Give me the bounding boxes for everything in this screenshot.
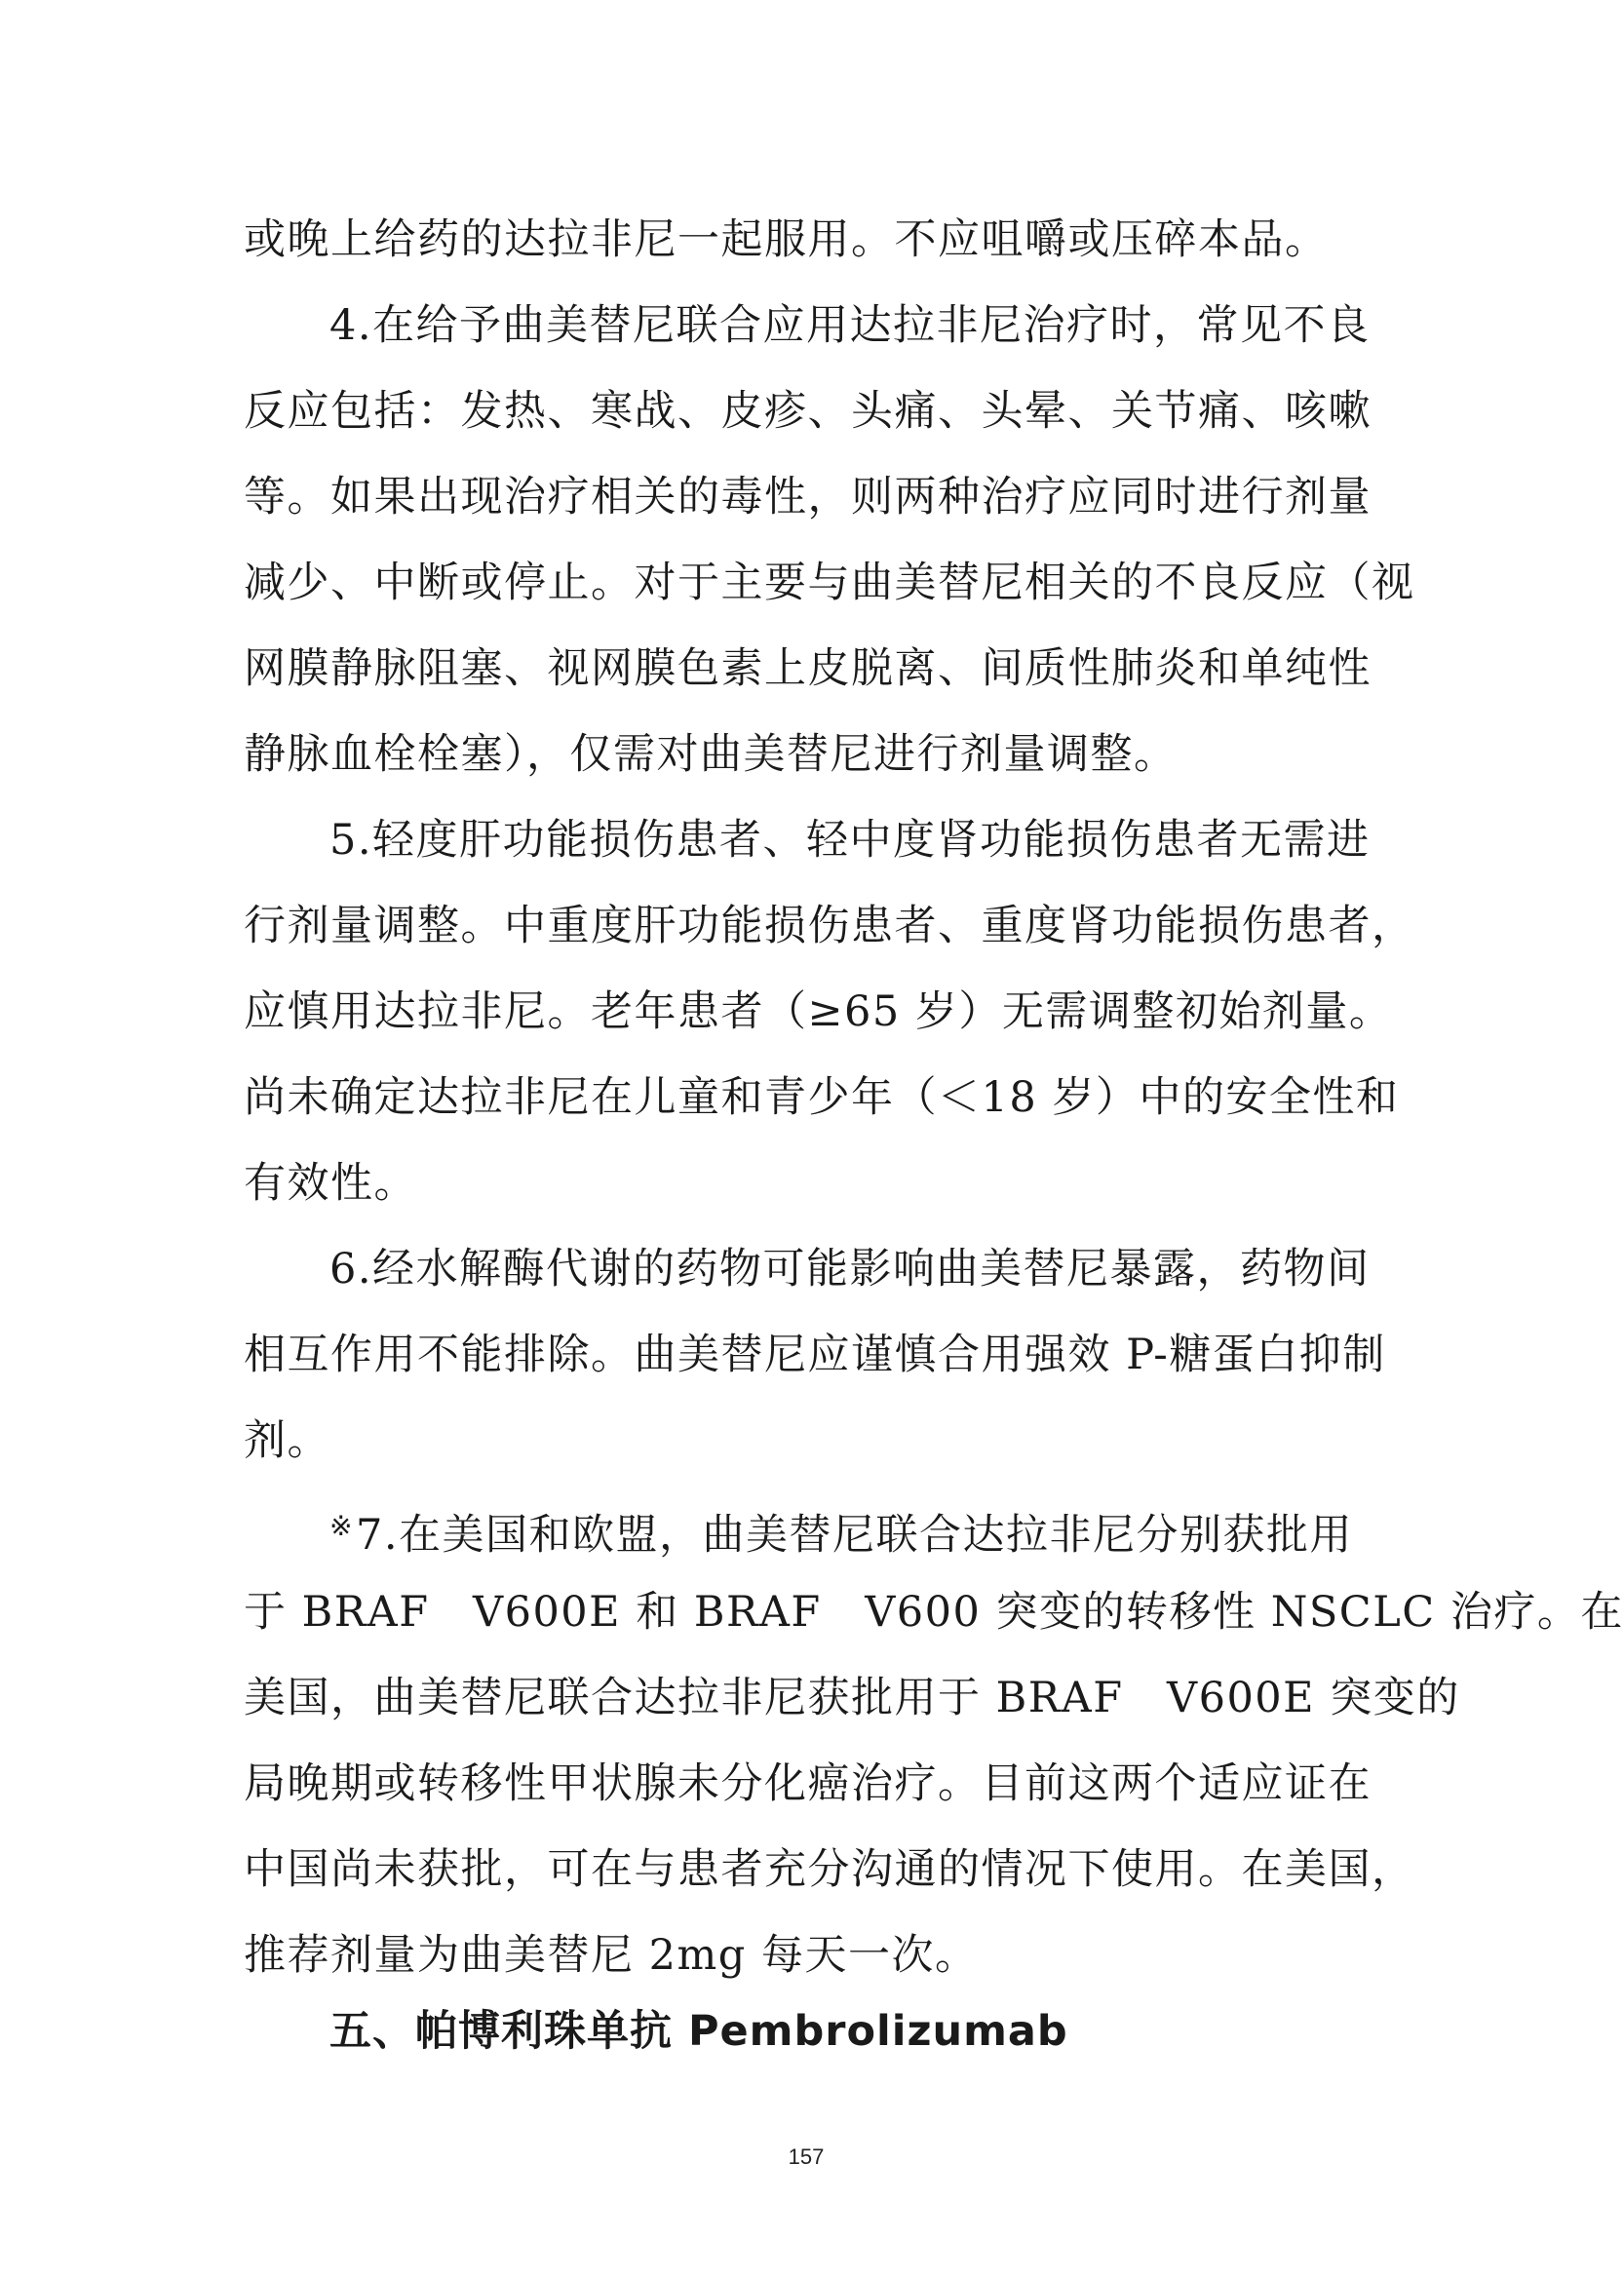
- paragraph-item-4: [244, 283, 1415, 797]
- text-line: 剂。: [244, 1416, 330, 1465]
- text-line-content: 7.在美国和欧盟，曲美替尼联合达拉非尼分别获批用: [355, 1511, 1353, 1560]
- text-line: 美国，曲美替尼联合达拉非尼获批用于 BRAF V600E 突变的: [244, 1674, 1460, 1722]
- text-line: 减少、中断或停止。对于主要与曲美替尼相关的不良反应（视: [244, 559, 1415, 607]
- text-line: 或晚上给药的达拉非尼一起服用。不应咀嚼或压碎本品。: [244, 215, 1329, 264]
- paragraph-continuation: [244, 197, 1374, 283]
- paragraph-item-6: [244, 1226, 1386, 1484]
- text-line: 局晚期或转移性甲状腺未分化癌治疗。目前这两个适应证在: [244, 1759, 1372, 1808]
- text-line: 中国尚未获批，可在与患者充分沟通的情况下使用。在美国，: [244, 1845, 1415, 1894]
- text-line: 等。如果出现治疗相关的毒性，则两种治疗应同时进行剂量: [244, 473, 1372, 521]
- text-line: 4.在给予曲美替尼联合应用达拉非尼治疗时，常见不良: [329, 301, 1371, 350]
- text-line: 于 BRAF V600E 和 BRAF V600 突变的转移性 NSCLC 治疗。在: [244, 1588, 1624, 1637]
- text-line: 有效性。: [244, 1159, 417, 1208]
- text-line: 相互作用不能排除。曲美替尼应谨慎合用强效 P-糖蛋白抑制: [244, 1331, 1386, 1379]
- text-line: 静脉血栓栓塞），仅需对曲美替尼进行剂量调整。: [244, 730, 1178, 779]
- text-line: 应慎用达拉非尼。老年患者（≥65 岁）无需调整初始剂量。: [244, 987, 1393, 1036]
- section-heading: 五、帕博利珠单抗 Pembrolizumab: [329, 2007, 1068, 2056]
- paragraph-item-7: [244, 1484, 1624, 1998]
- text-line: 尚未确定达拉非尼在儿童和青少年（＜18 岁）中的安全性和: [244, 1073, 1400, 1122]
- text-line: 5.轻度肝功能损伤患者、轻中度肾功能损伤患者无需进: [329, 816, 1371, 865]
- text-line: 网膜静脉阻塞、视网膜色素上皮脱离、间质性肺炎和单纯性: [244, 644, 1372, 693]
- text-line: 推荐剂量为曲美替尼 2mg 每天一次。: [244, 1931, 979, 1980]
- page-number: 157: [788, 2144, 825, 2169]
- paragraph-item-5: [244, 797, 1415, 1226]
- reference-mark: ※: [329, 1510, 354, 1542]
- text-line: [244, 1484, 1374, 1569]
- text-line: 6.经水解酶代谢的药物可能影响曲美替尼暴露，药物间: [329, 1245, 1371, 1294]
- text-line: 反应包括：发热、寒战、皮疹、头痛、头晕、关节痛、咳嗽: [244, 387, 1372, 436]
- text-line: 行剂量调整。中重度肝功能损伤患者、重度肾功能损伤患者，: [244, 902, 1415, 950]
